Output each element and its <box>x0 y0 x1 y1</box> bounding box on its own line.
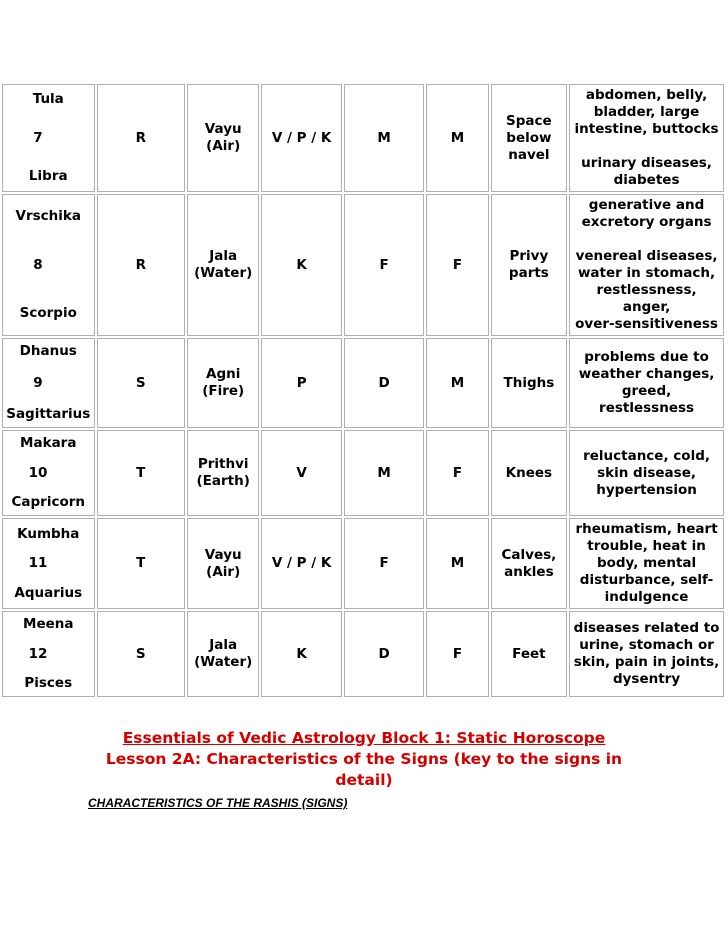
sign-name-stack <box>5 526 92 602</box>
description-line: skin, pain in joints, <box>573 654 720 670</box>
sign-nature: S <box>135 645 146 662</box>
description-line: urinary diseases, <box>581 155 712 171</box>
sign-english-name: Pisces <box>24 675 73 691</box>
sign-col5-value: M <box>377 129 391 146</box>
description-line: over-sensitiveness <box>575 316 718 332</box>
element-line: (Fire) <box>202 383 245 399</box>
sign-english-name: Sagittarius <box>6 406 91 422</box>
sign-number: 9 <box>33 374 43 391</box>
sign-name-stack <box>5 208 92 322</box>
body-part-line: Knees <box>505 464 553 481</box>
heading-line-3: detail) <box>335 771 393 789</box>
sign-element-cell <box>187 518 259 609</box>
sign-col5-cell <box>344 518 424 609</box>
sign-name-cell <box>2 611 95 697</box>
sign-name-cell <box>2 194 95 336</box>
sign-dosha: V <box>296 464 307 481</box>
description-line: bladder, large <box>593 104 700 120</box>
sign-name-stack <box>5 616 92 692</box>
heading-line-2: Lesson 2A: Characteristics of the Signs (key to the signs in <box>105 750 623 768</box>
sign-sanskrit-name: Tula <box>32 91 64 107</box>
sign-nature: T <box>136 555 146 571</box>
sign-col5-cell <box>344 84 424 192</box>
sign-col5-value: D <box>378 645 390 662</box>
sign-nature: R <box>135 256 146 273</box>
description-line: weather changes, <box>578 366 715 382</box>
sign-dosha-cell <box>261 84 341 192</box>
sign-name-stack <box>5 91 92 185</box>
sign-description-cell <box>569 611 724 697</box>
sign-description-cell <box>569 518 724 609</box>
element-line: Vayu <box>204 121 242 137</box>
body-part-line: Thighs <box>503 374 555 391</box>
sign-col6-value: F <box>452 256 463 273</box>
description-line: rheumatism, heart <box>575 521 718 537</box>
description-line: reluctance, cold, <box>583 447 710 464</box>
element-line: Jala <box>209 248 238 264</box>
sign-number: 7 <box>33 129 43 146</box>
element-line: (Earth) <box>196 473 250 489</box>
element-line: (Air) <box>206 138 241 154</box>
element-line: Prithvi <box>197 456 249 472</box>
sign-description-cell <box>569 194 724 336</box>
sign-nature-cell <box>97 518 186 609</box>
body-part-line: Privy <box>509 248 549 264</box>
description-line: trouble, heat in <box>587 538 706 554</box>
sign-nature-cell <box>97 430 186 516</box>
description-lines <box>572 87 721 189</box>
sign-col6-value: M <box>450 374 465 391</box>
sign-dosha-cell <box>261 518 341 609</box>
sign-body-part-cell <box>491 338 567 428</box>
heading-line-1: Essentials of Vedic Astrology Block 1: Static Horoscope <box>122 729 606 747</box>
sign-number: 12 <box>28 645 48 662</box>
sign-english-name: Capricorn <box>11 494 86 510</box>
sign-element-cell <box>187 194 259 336</box>
sign-name-cell <box>2 338 95 428</box>
sign-col6-cell <box>426 611 488 697</box>
sign-nature-cell <box>97 611 186 697</box>
sign-description-cell <box>569 338 724 428</box>
body-part-line: Space <box>506 112 552 129</box>
description-line: venereal diseases, <box>575 248 718 264</box>
sign-col5-cell <box>344 430 424 516</box>
description-line: diabetes <box>613 172 680 188</box>
element-line: Agni <box>206 366 241 382</box>
description-lines <box>572 349 721 417</box>
sign-name-cell <box>2 84 95 192</box>
sign-col5-cell <box>344 611 424 697</box>
description-lines <box>572 448 721 499</box>
sign-number: 10 <box>28 464 48 481</box>
description-line: greed, restlessness <box>599 383 695 416</box>
sign-english-name: Aquarius <box>14 584 83 601</box>
sign-description-cell <box>569 430 724 516</box>
sign-english-name: Libra <box>28 168 68 184</box>
description-line: intestine, buttocks <box>574 121 719 137</box>
sign-dosha: K <box>296 256 307 273</box>
sign-body-part-cell <box>491 518 567 609</box>
sign-col6-value: M <box>450 555 465 571</box>
description-line: skin disease, <box>597 464 696 481</box>
sign-number: 8 <box>33 256 43 273</box>
sign-number: 11 <box>28 555 48 571</box>
element-line: (Air) <box>206 563 241 580</box>
sign-name-stack <box>5 343 92 423</box>
description-line: excretory organs <box>581 214 712 230</box>
sign-nature: S <box>135 374 146 391</box>
sign-dosha: V / P / K <box>271 555 332 571</box>
lesson-heading <box>0 728 728 791</box>
sign-sanskrit-name: Makara <box>20 435 77 451</box>
table-row <box>2 611 724 697</box>
sign-sanskrit-name: Meena <box>23 616 74 632</box>
sign-col6-value: F <box>452 645 463 662</box>
sign-col6-cell <box>426 338 488 428</box>
sign-sanskrit-name: Dhanus <box>19 343 77 359</box>
body-part-line: navel <box>508 146 550 163</box>
sign-english-name: Scorpio <box>19 305 77 321</box>
description-line: indulgence <box>604 589 689 605</box>
element-line: (Water) <box>194 265 253 281</box>
element-line: Vayu <box>204 546 242 563</box>
sign-dosha-cell <box>261 338 341 428</box>
signs-table-body <box>2 84 724 697</box>
sign-dosha-cell <box>261 194 341 336</box>
table-row <box>2 84 724 192</box>
signs-table <box>0 82 726 699</box>
sign-body-part-cell <box>491 194 567 336</box>
body-part-line: Feet <box>512 645 546 662</box>
description-line: hypertension <box>596 481 697 498</box>
sign-col6-cell <box>426 430 488 516</box>
sign-col6-cell <box>426 84 488 192</box>
sign-col6-cell <box>426 194 488 336</box>
sign-nature-cell <box>97 194 186 336</box>
sign-element-cell <box>187 84 259 192</box>
sign-sanskrit-name: Kumbha <box>17 525 80 542</box>
description-line: water in stomach, <box>577 265 716 281</box>
sign-element-cell <box>187 430 259 516</box>
sign-name-cell <box>2 430 95 516</box>
sign-name-stack <box>5 435 92 511</box>
body-part-line: below <box>506 129 552 146</box>
sign-nature-cell <box>97 84 186 192</box>
body-part-line: parts <box>508 265 549 281</box>
description-line: restlessness, anger, <box>596 282 697 315</box>
description-line: urine, stomach or <box>579 637 714 653</box>
sign-dosha: K <box>296 645 307 662</box>
sign-col6-value: F <box>452 464 463 481</box>
sign-nature: T <box>136 464 146 481</box>
sign-description-cell <box>569 84 724 192</box>
description-line: generative and <box>588 197 705 213</box>
sign-col6-cell <box>426 518 488 609</box>
sign-col5-value: F <box>379 555 389 571</box>
description-lines <box>572 197 721 333</box>
sign-body-part-cell <box>491 611 567 697</box>
sign-dosha: P <box>296 374 307 391</box>
sign-nature: R <box>135 129 146 146</box>
sign-col6-value: M <box>450 129 465 146</box>
element-line: (Water) <box>194 654 253 670</box>
sign-col5-value: F <box>379 256 389 273</box>
description-line: problems due to <box>584 349 709 365</box>
sign-dosha: V / P / K <box>271 129 332 146</box>
element-line: Jala <box>209 637 238 653</box>
sign-dosha-cell <box>261 611 341 697</box>
signs-table-container <box>0 82 726 699</box>
description-lines <box>572 521 721 606</box>
sign-name-cell <box>2 518 95 609</box>
body-part-line: Calves, <box>501 546 557 563</box>
sign-col5-value: M <box>377 464 391 481</box>
description-lines <box>572 620 721 688</box>
sign-body-part-cell <box>491 430 567 516</box>
sign-element-cell <box>187 338 259 428</box>
sign-sanskrit-name: Vrschika <box>15 208 81 224</box>
body-part-line: ankles <box>504 563 554 580</box>
sign-dosha-cell <box>261 430 341 516</box>
table-row <box>2 338 724 428</box>
description-line: disturbance, self- <box>579 572 714 588</box>
description-line: diseases related to <box>573 620 720 636</box>
table-row <box>2 194 724 336</box>
description-line: dysentry <box>612 671 681 687</box>
sign-col5-cell <box>344 194 424 336</box>
section-subheading: CHARACTERISTICS OF THE RASHIS (SIGNS) <box>88 796 348 810</box>
sign-col5-cell <box>344 338 424 428</box>
sign-col5-value: D <box>378 374 390 391</box>
table-row <box>2 430 724 516</box>
description-line: body, mental <box>596 555 697 571</box>
sign-nature-cell <box>97 338 186 428</box>
sign-element-cell <box>187 611 259 697</box>
table-row <box>2 518 724 609</box>
sign-body-part-cell <box>491 84 567 192</box>
description-line: abdomen, belly, <box>585 87 708 103</box>
